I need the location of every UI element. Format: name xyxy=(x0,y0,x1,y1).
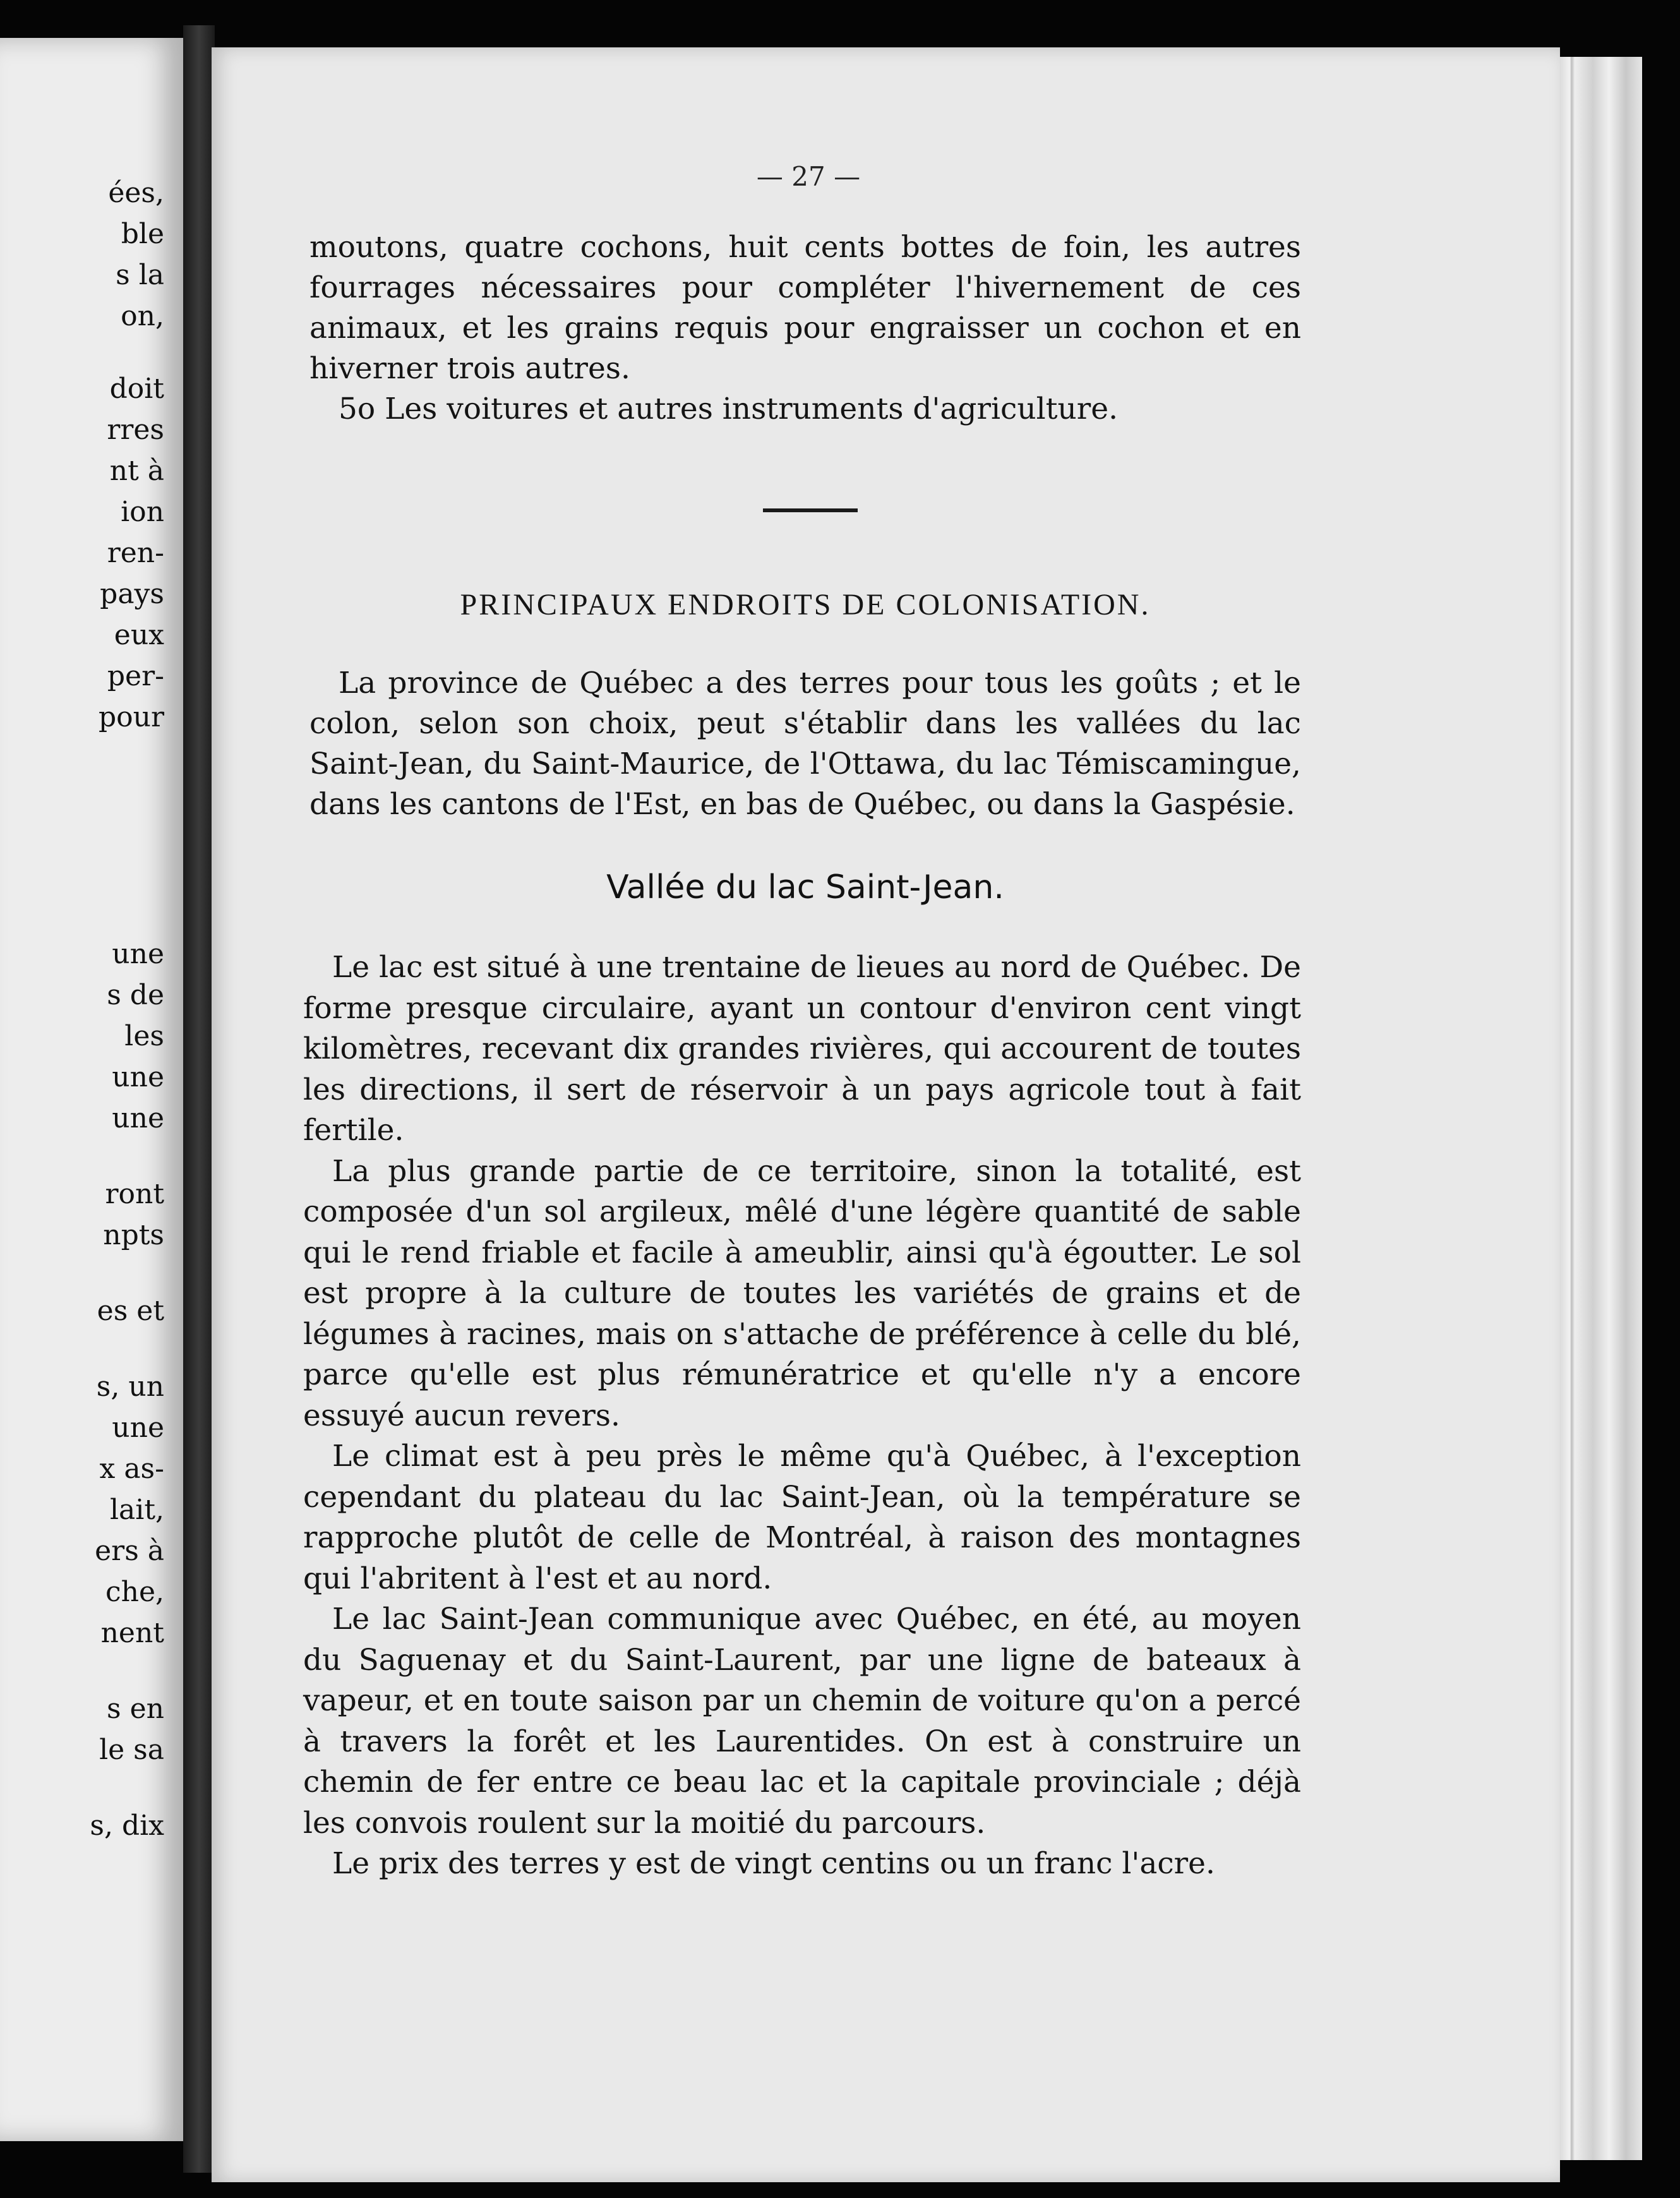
left-page-fragment: es et xyxy=(97,1295,164,1327)
left-page-fragment: nent xyxy=(100,1617,164,1649)
left-page-fragment: rres xyxy=(107,414,164,446)
left-page-fragment: doit xyxy=(109,373,164,405)
left-page-fragment: per- xyxy=(107,660,164,692)
left-page-fragment: s la xyxy=(116,259,164,291)
left-page-fragment: ble xyxy=(121,218,164,250)
continued-paragraph: moutons, quatre cochons, huit cents bottes de foin, les autres fourrages nécessaires pour compléter l'hivernement de ces animaux, et les grains requis pour engraisser un cochon et en hiverner trois autres. xyxy=(309,230,1301,386)
subsection-heading: Vallée du lac Saint-Jean. xyxy=(606,868,1004,906)
book-gutter xyxy=(183,25,215,2173)
left-page-fragment: x as- xyxy=(99,1453,164,1485)
left-page-fragment: che, xyxy=(105,1576,164,1608)
intro-block xyxy=(309,663,1301,825)
left-page-fragment: pays xyxy=(100,578,164,610)
section-heading: PRINCIPAUX ENDROITS DE COLONISATION. xyxy=(460,588,1151,622)
left-page-fragment: s en xyxy=(107,1693,164,1725)
left-page-fragment: une xyxy=(112,1102,164,1134)
left-facing-page xyxy=(0,38,183,2141)
left-page-fragment: une xyxy=(112,938,164,970)
left-page-fragment: ées, xyxy=(108,177,164,209)
left-page-text-fragments xyxy=(0,38,183,2141)
body-paragraph: Le lac est situé à une trentaine de lieues au nord de Québec. De forme presque circulaire, ayant un contour d'environ cent vingt kilomètres, recevant dix grandes rivières, qui accourent de toutes les directions, il sert de réservoir à un pays agricole tout à fait fertile. xyxy=(303,950,1301,1148)
body-paragraph: Le lac Saint-Jean communique avec Québec, en été, au moyen du Saguenay et du Saint-Laurent, par une ligne de bateaux à vapeur, et en toute saison par un chemin de voiture qu'on a percé à travers la forêt et les Laurentides. On est à construire un chemin de fer entre ce beau lac et la capitale provinciale ; déjà les convois roulent sur la moitié du parcours. xyxy=(303,1602,1301,1841)
left-page-fragment: ren- xyxy=(107,537,164,569)
list-item-5: 5o Les voitures et autres instruments d'agriculture. xyxy=(339,392,1119,426)
left-page-fragment: nt à xyxy=(109,455,164,487)
left-page-fragment: ront xyxy=(105,1178,164,1210)
body-paragraph: Le prix des terres y est de vingt centins ou un franc l'acre. xyxy=(332,1846,1215,1881)
body-text-block xyxy=(303,947,1301,1885)
intro-paragraph: La province de Québec a des terres pour tous les goûts ; et le colon, selon son choix, peut s'établir dans les vallées du lac Saint-Jean, du Saint-Maurice, de l'Ottawa, du lac Témiscamingue, dans les cantons de l'Est, en bas de Québec, ou dans la Gaspésie. xyxy=(309,666,1301,822)
left-page-fragment: npts xyxy=(103,1219,164,1251)
left-page-fragment: pour xyxy=(98,701,164,733)
left-page-fragment: s de xyxy=(107,979,164,1011)
left-page-fragment: les xyxy=(124,1020,164,1052)
left-page-fragment: eux xyxy=(114,619,164,651)
continued-text-block xyxy=(309,227,1301,429)
body-paragraph: Le climat est à peu près le même qu'à Québec, à l'exception cependant du plateau du lac Saint-Jean, où la température se rapproche plutôt de celle de Montréal, à raison des montagnes qui l'abritent à l'est et au nord. xyxy=(303,1439,1301,1596)
body-paragraph: La plus grande partie de ce territoire, sinon la totalité, est composée d'un sol argileux, mêlé d'une légère quantité de sable qui le rend friable et facile à ameublir, ainsi qu'à égoutter. Le sol est propre à la culture de toutes les variétés de grains et de légumes à racines, mais on s'attache de préférence à celle du blé, parce qu'elle est plus rémunératrice et qu'elle n'y a encore essuyé aucun revers. xyxy=(303,1153,1301,1433)
section-divider-rule xyxy=(763,508,858,512)
left-page-fragment: ion xyxy=(121,496,164,528)
left-page-fragment: une xyxy=(112,1412,164,1444)
left-page-fragment: on, xyxy=(121,300,164,332)
page-number: — 27 — xyxy=(756,161,861,192)
left-page-fragment: s, un xyxy=(96,1371,164,1403)
left-page-fragment: lait, xyxy=(109,1494,164,1526)
left-page-fragment: le sa xyxy=(99,1734,164,1766)
left-page-fragment: une xyxy=(112,1061,164,1093)
page-edge-stack xyxy=(1560,57,1642,2160)
left-page-fragment: s, dix xyxy=(90,1810,164,1842)
left-page-fragment: ers à xyxy=(95,1535,164,1567)
